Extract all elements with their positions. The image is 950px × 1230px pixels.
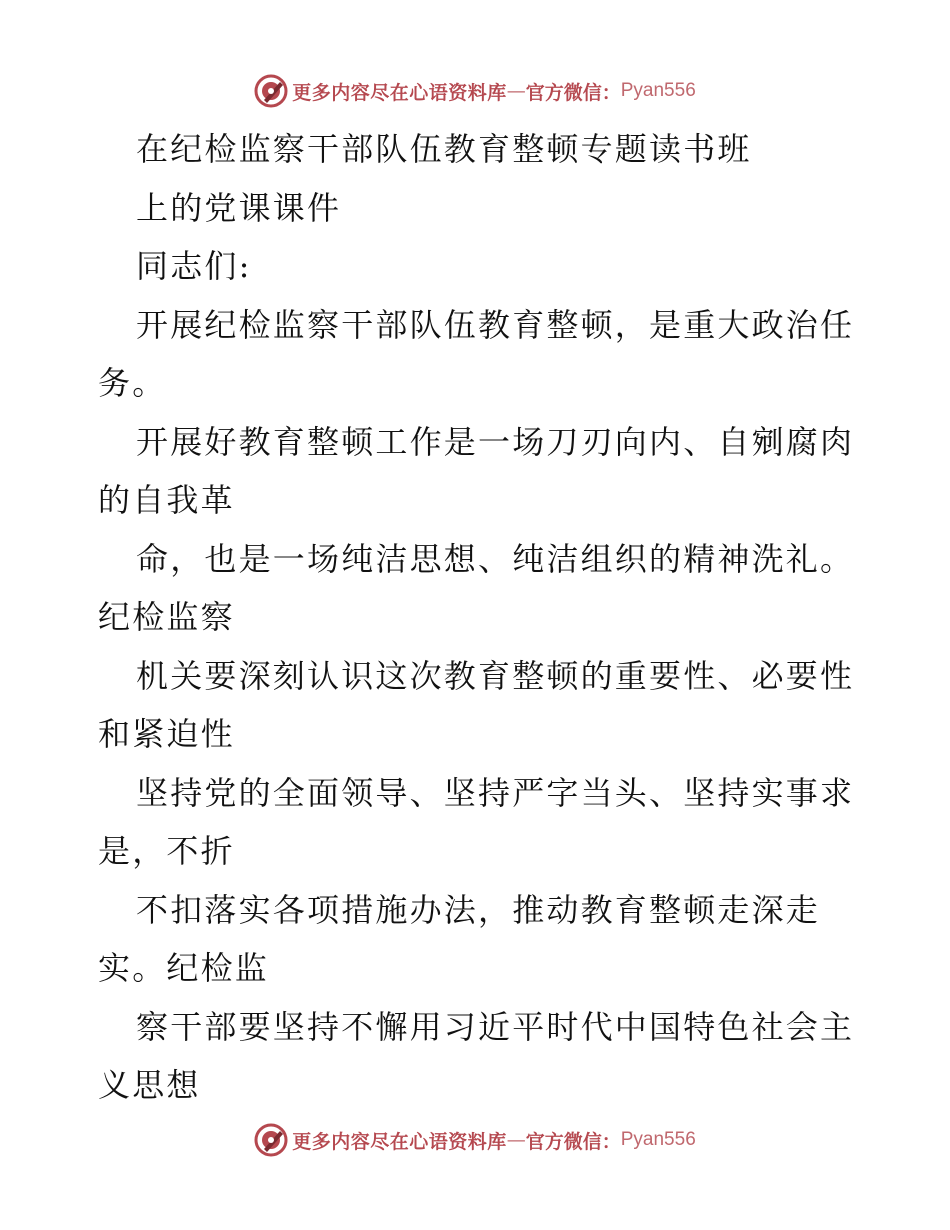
banner-separator: —: [506, 1129, 526, 1151]
banner-wechat-label: 官方微信：: [525, 1130, 621, 1153]
pen-logo-icon: [254, 74, 288, 108]
text-line: 开展纪检监察干部队伍教育整顿，是重大政治任: [136, 305, 855, 344]
text-line: 和紧迫性: [98, 715, 235, 753]
text-line: 务。: [98, 364, 167, 402]
text-line: 机关要深刻认识这次教育整顿的重要性、必要性: [136, 656, 855, 695]
text-line: 同志们:: [136, 247, 252, 285]
pen-logo-icon: [254, 1123, 288, 1157]
text-line: 命，也是一场纯洁思想、纯洁组织的精神洗礼。: [136, 539, 855, 578]
text-line: 义思想: [98, 1066, 201, 1104]
text-line: 纪检监察: [98, 598, 235, 636]
banner-wechat-id: Pyan556: [620, 1129, 696, 1150]
header-watermark-banner: [0, 71, 950, 111]
banner-wechat-label: 官方微信：: [525, 81, 621, 104]
banner-wechat-id: Pyan556: [620, 80, 696, 101]
banner-separator: —: [506, 80, 526, 102]
text-line: 不扣落实各项措施办法，推动教育整顿走深走: [136, 890, 821, 929]
banner-brand-text: 更多内容尽在心语资料库: [292, 81, 507, 104]
text-line: 坚持党的全面领导、坚持严字当头、坚持实事求: [136, 773, 855, 812]
text-line: 上的党课课件: [136, 188, 342, 227]
text-line: 在纪检监察干部队伍教育整顿专题读书班: [136, 130, 752, 168]
banner-brand-text: 更多内容尽在心语资料库: [292, 1130, 507, 1153]
text-line: 开展好教育整顿工作是一场刀刃向内、自剜腐肉: [136, 422, 855, 461]
text-line: 察干部要坚持不懈用习近平时代中国特色社会主: [136, 1007, 855, 1046]
document-body: [98, 120, 858, 1115]
footer-watermark-banner: [0, 1120, 950, 1160]
text-line: 是，不折: [98, 832, 235, 870]
text-line: 实。纪检监: [98, 949, 270, 987]
text-line: 的自我革: [98, 481, 235, 519]
